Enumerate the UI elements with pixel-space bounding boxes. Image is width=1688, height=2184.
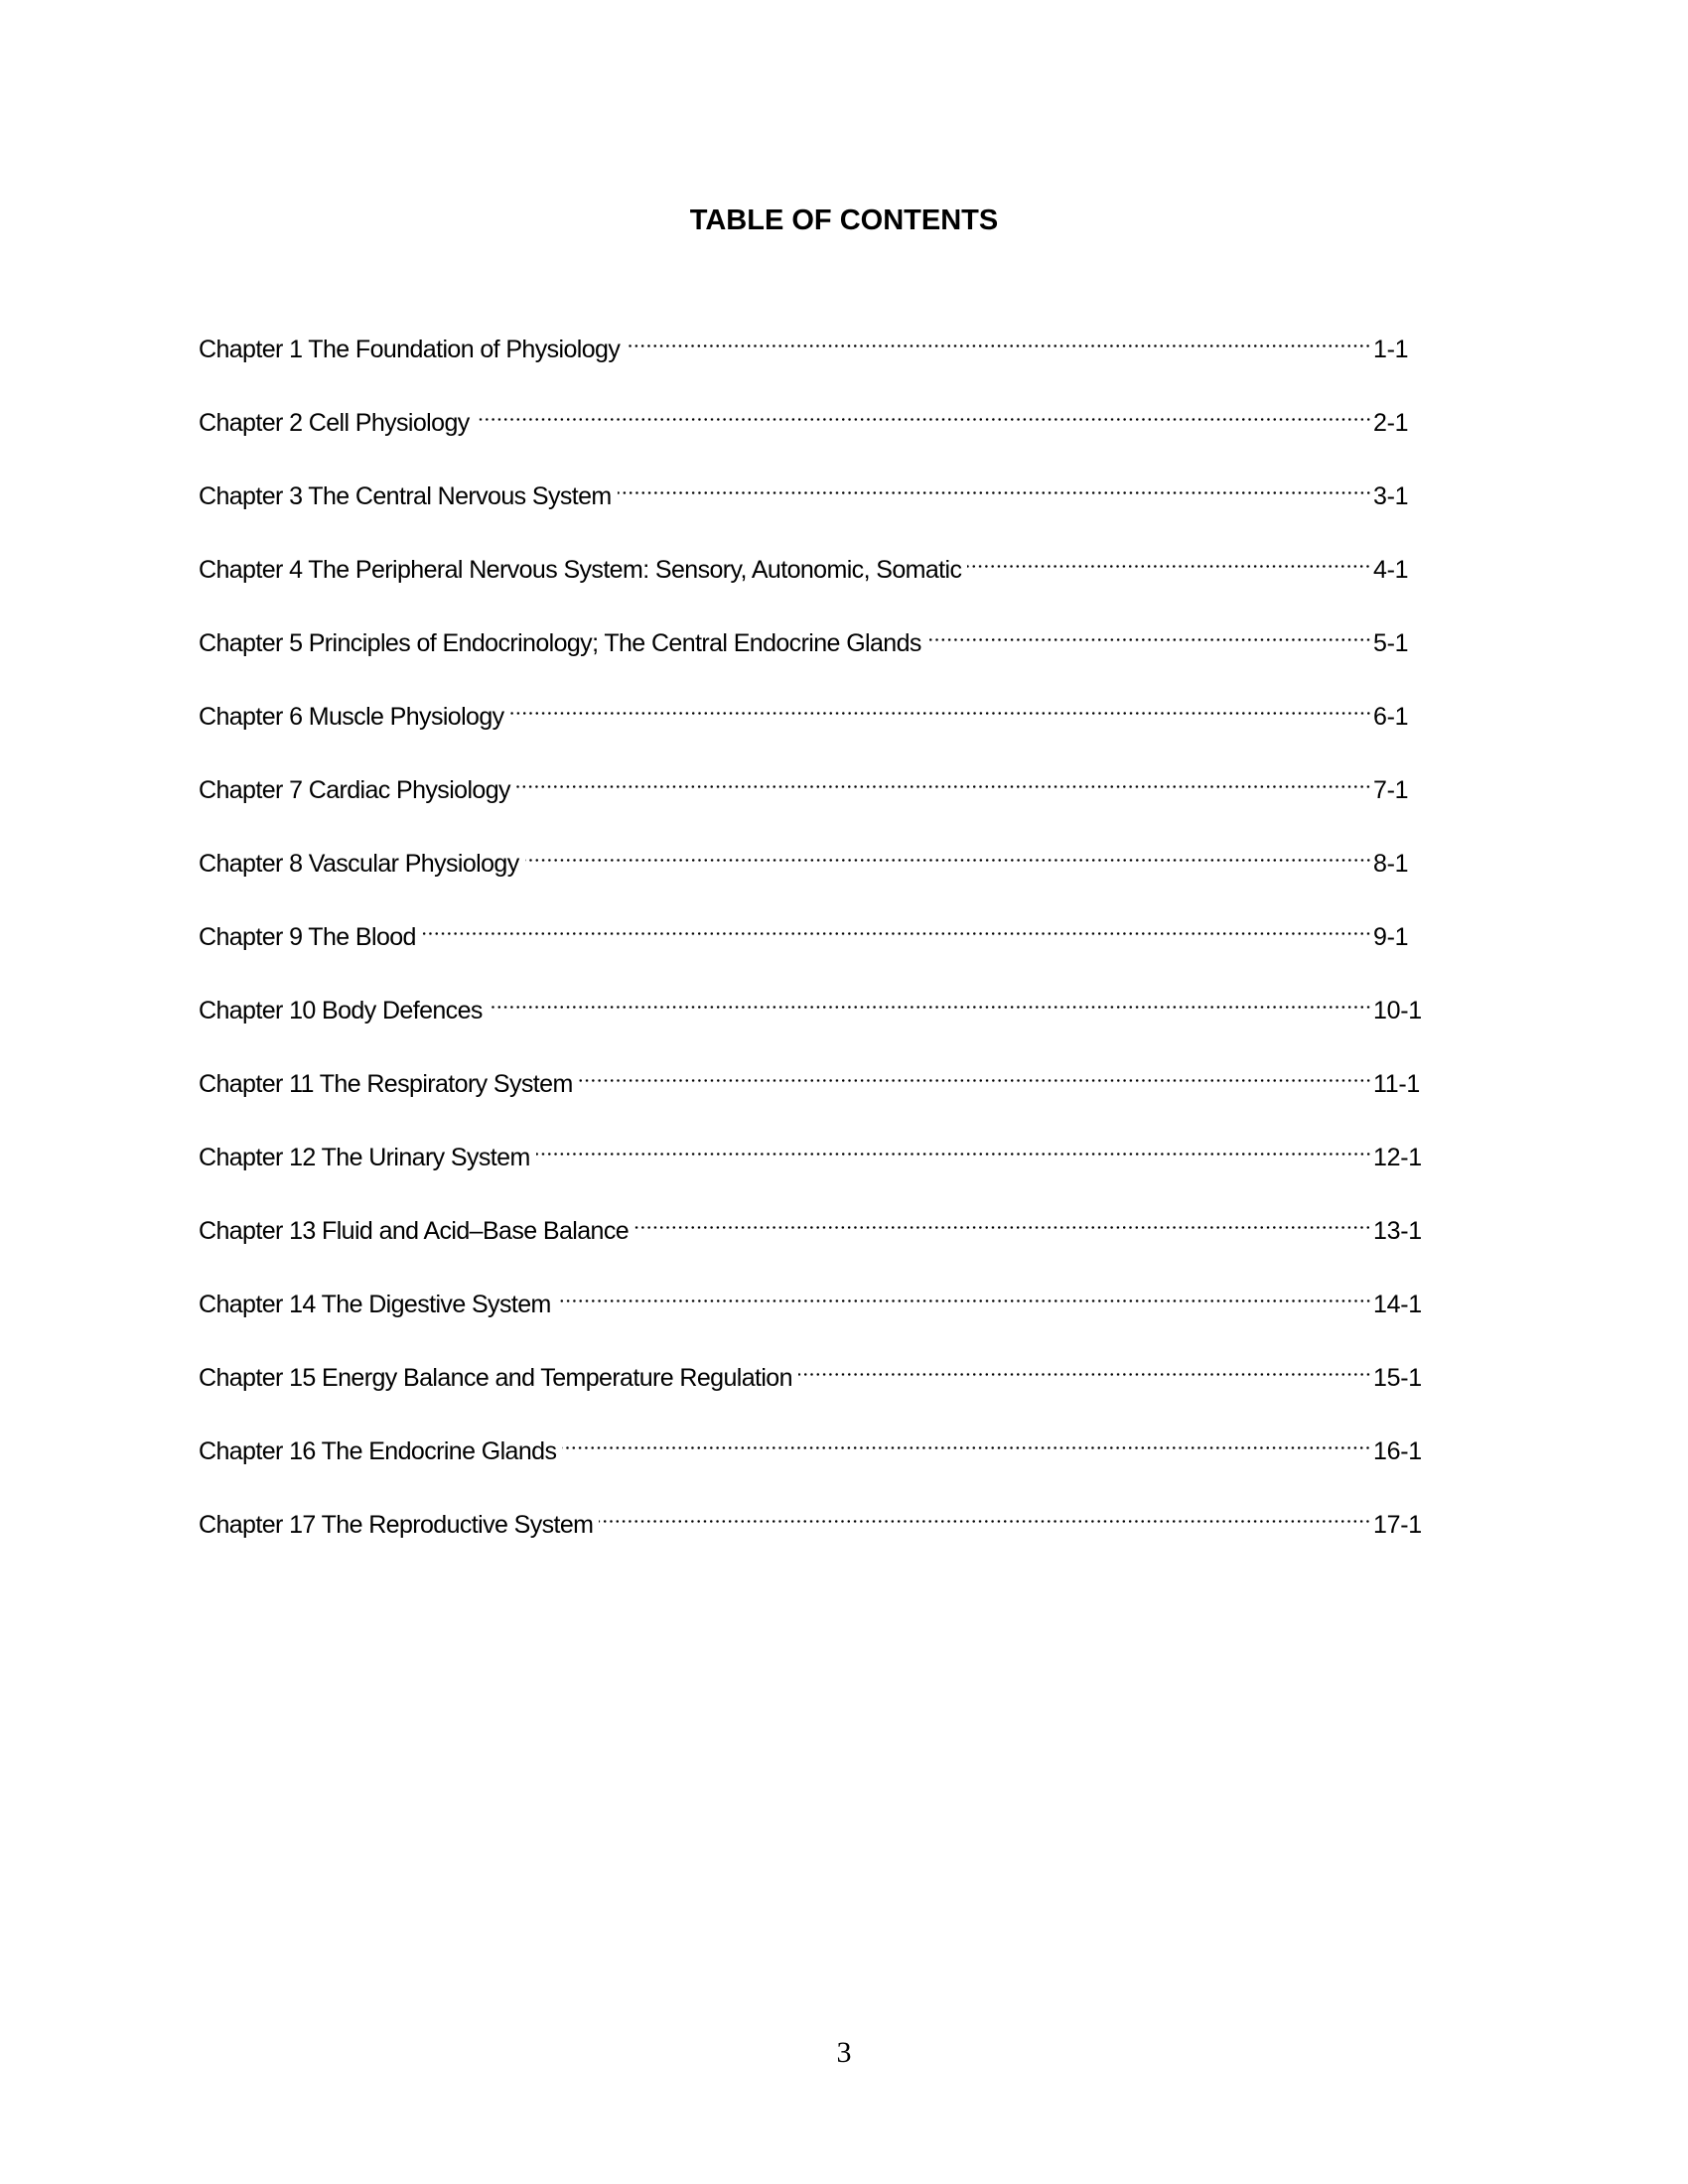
toc-entry-page: 2-1: [1373, 409, 1409, 437]
dot-leader: [557, 1273, 1371, 1312]
toc-entry-page: 10-1: [1373, 997, 1422, 1024]
page-number-footer: 3: [836, 2036, 852, 2069]
toc-entry-label: Chapter 1 The Foundation of Physiology: [199, 336, 621, 363]
toc-entry-label: Chapter 5 Principles of Endocrinology; The Central Endocrine Glands: [199, 629, 921, 657]
toc-entry-page: 15-1: [1373, 1364, 1422, 1392]
dot-leader: [489, 979, 1371, 1019]
toc-entry-chapter-17[interactable]: [199, 1493, 1430, 1567]
toc-entry-label: Chapter 12 The Urinary System: [199, 1144, 530, 1171]
toc-entry-label: Chapter 2 Cell Physiology: [199, 409, 470, 437]
toc-entry-label: Chapter 13 Fluid and Acid–Base Balance: [199, 1217, 630, 1245]
dot-leader: [525, 832, 1371, 872]
toc-entry-chapter-3[interactable]: [199, 465, 1430, 538]
toc-entry-chapter-10[interactable]: [199, 979, 1430, 1052]
dot-leader: [579, 1052, 1371, 1092]
toc-entry-chapter-11[interactable]: [199, 1052, 1430, 1126]
toc-entry-page: 12-1: [1373, 1144, 1422, 1171]
dot-leader: [562, 1420, 1371, 1459]
toc-entry-chapter-9[interactable]: [199, 905, 1430, 979]
toc-title: TABLE OF CONTENTS: [689, 205, 999, 236]
dot-leader: [536, 1126, 1371, 1165]
toc-entry-label: Chapter 3 The Central Nervous System: [199, 482, 612, 510]
toc-entry-page: 13-1: [1373, 1217, 1422, 1245]
dot-leader: [422, 905, 1371, 945]
toc-entry-label: Chapter 8 Vascular Physiology: [199, 850, 519, 878]
toc-entry-chapter-2[interactable]: [199, 391, 1430, 465]
toc-entry-label: Chapter 9 The Blood: [199, 923, 416, 951]
dot-leader: [599, 1493, 1371, 1533]
toc-entry-chapter-7[interactable]: [199, 758, 1430, 832]
toc-entry-page: 9-1: [1373, 923, 1409, 951]
toc-entry-chapter-5[interactable]: [199, 612, 1430, 685]
toc-entry-page: 3-1: [1373, 482, 1409, 510]
toc-entry-page: 11-1: [1373, 1070, 1420, 1098]
dot-leader: [798, 1346, 1371, 1386]
toc-entry-label: Chapter 7 Cardiac Physiology: [199, 776, 510, 804]
toc-entry-page: 1-1: [1373, 336, 1409, 363]
toc-entry-label: Chapter 11 The Respiratory System: [199, 1070, 573, 1098]
toc-entry-label: Chapter 10 Body Defences: [199, 997, 483, 1024]
toc-entry-page: 5-1: [1373, 629, 1409, 657]
toc-entry-page: 8-1: [1373, 850, 1409, 878]
toc-entry-label: Chapter 14 The Digestive System: [199, 1291, 551, 1318]
toc-list: [199, 318, 1430, 1567]
dot-leader: [510, 685, 1371, 725]
toc-entry-chapter-14[interactable]: [199, 1273, 1430, 1346]
dot-leader: [476, 391, 1371, 431]
toc-entry-page: 7-1: [1373, 776, 1409, 804]
toc-entry-page: 16-1: [1373, 1437, 1422, 1465]
toc-entry-chapter-12[interactable]: [199, 1126, 1430, 1199]
toc-entry-label: Chapter 4 The Peripheral Nervous System: Sensory, Autonomic, Somatic: [199, 556, 962, 584]
toc-entry-chapter-13[interactable]: [199, 1199, 1430, 1273]
toc-entry-chapter-16[interactable]: [199, 1420, 1430, 1493]
toc-entry-page: 17-1: [1373, 1511, 1422, 1539]
dot-leader: [927, 612, 1371, 651]
toc-entry-chapter-8[interactable]: [199, 832, 1430, 905]
toc-entry-chapter-1[interactable]: [199, 318, 1430, 391]
dot-leader: [618, 465, 1371, 504]
toc-entry-page: 4-1: [1373, 556, 1409, 584]
toc-entry-label: Chapter 16 The Endocrine Glands: [199, 1437, 557, 1465]
dot-leader: [967, 538, 1371, 578]
toc-entry-chapter-4[interactable]: [199, 538, 1430, 612]
dot-leader: [516, 758, 1371, 798]
toc-entry-label: Chapter 15 Energy Balance and Temperature Regulation: [199, 1364, 792, 1392]
toc-entry-label: Chapter 6 Muscle Physiology: [199, 703, 504, 731]
toc-entry-chapter-6[interactable]: [199, 685, 1430, 758]
toc-entry-page: 14-1: [1373, 1291, 1422, 1318]
dot-leader: [626, 318, 1371, 357]
toc-entry-label: Chapter 17 The Reproductive System: [199, 1511, 594, 1539]
toc-entry-chapter-15[interactable]: [199, 1346, 1430, 1420]
dot-leader: [634, 1199, 1371, 1239]
toc-entry-page: 6-1: [1373, 703, 1409, 731]
